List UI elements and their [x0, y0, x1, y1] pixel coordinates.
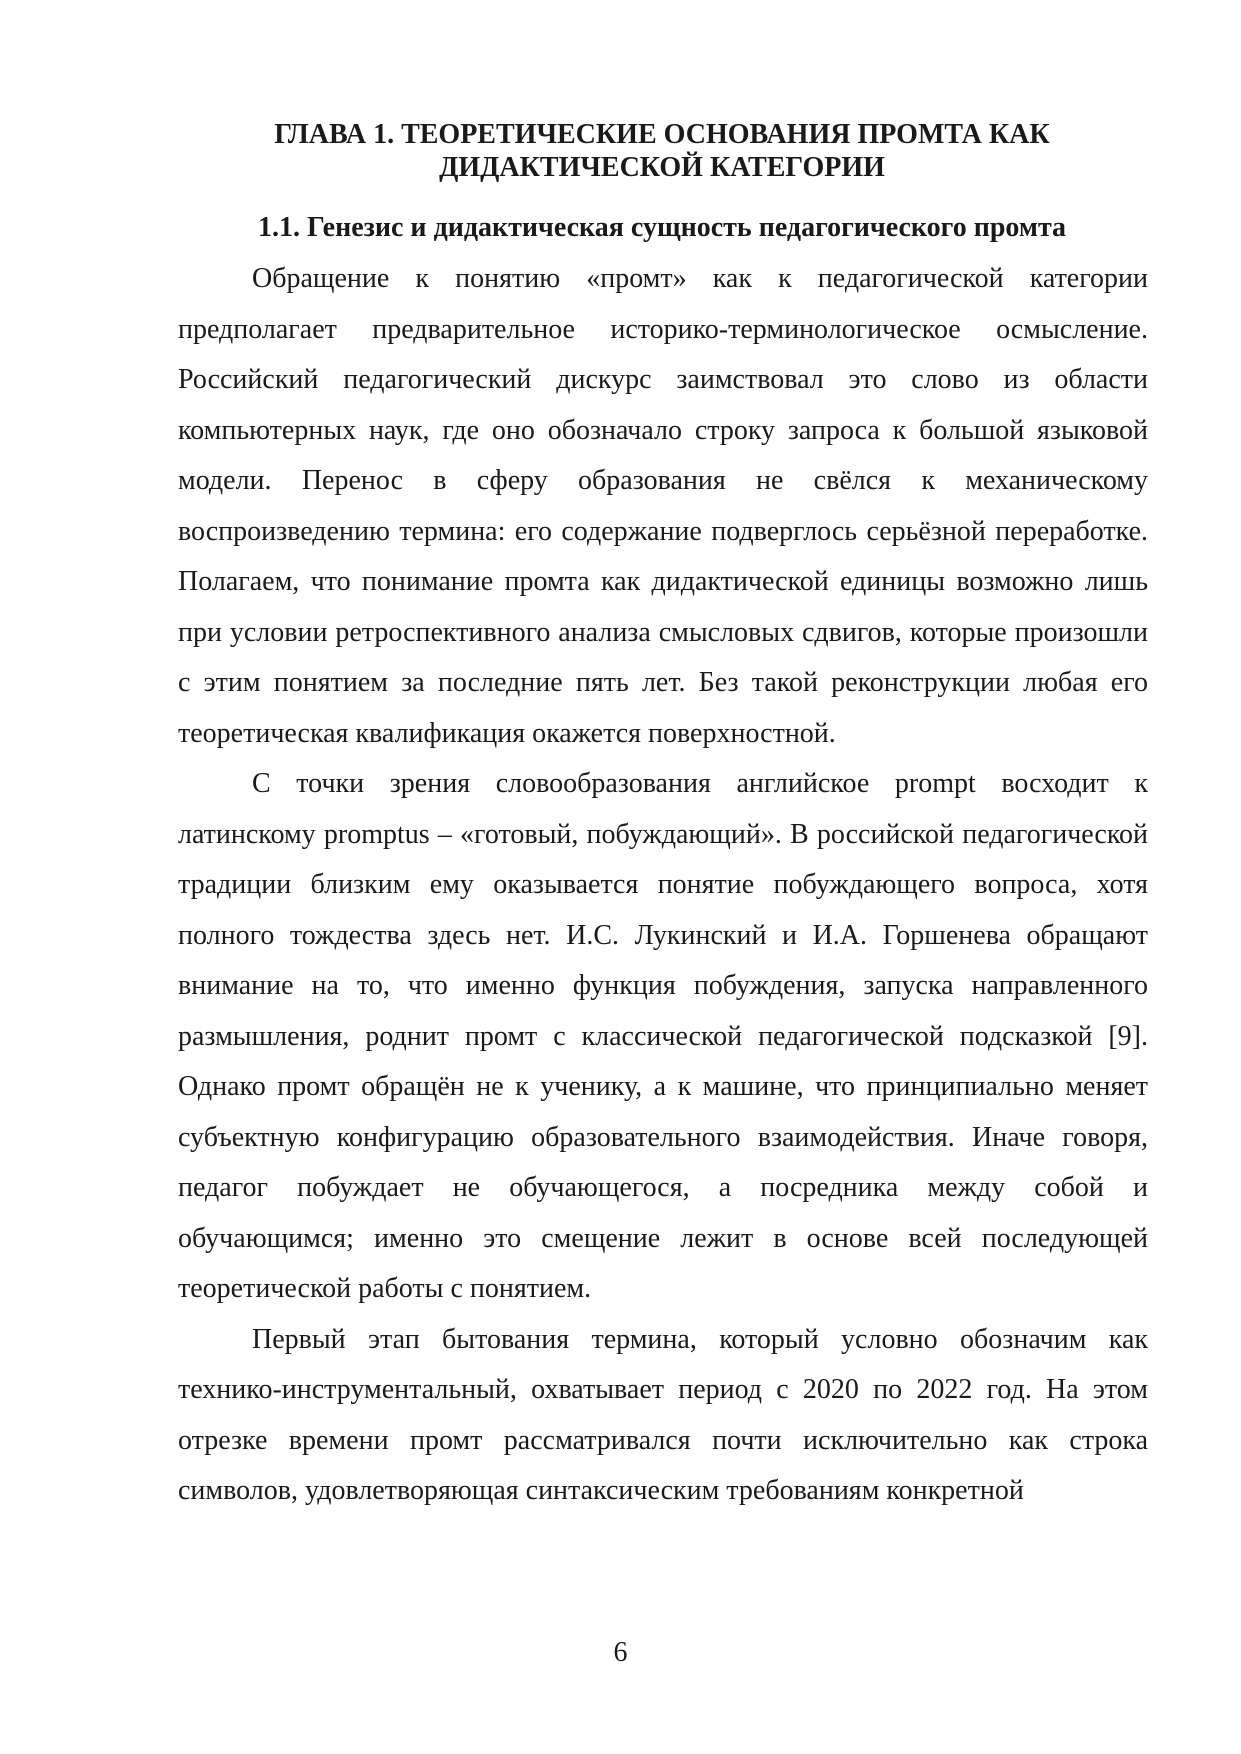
chapter-title-line-2: ДИДАКТИЧЕСКОЙ КАТЕГОРИИ — [439, 152, 885, 183]
page-number: 6 — [613, 1637, 628, 1668]
paragraph-3: Первый этап бытования термина, который условно обозначим как технико-инструментальный, охватывает период с 2020 по 2022 год. На этом отрезке времени промт рассматривался почти исключительно как строка символов, удовлетворяющая синтаксическим требованиям конкретной — [178, 1323, 1148, 1506]
paragraph-1: Обращение к понятию «промт» как к педагогической категории предполагает предварительное историко-терминологическое осмысление. Российский педагогический дискурс заимствовал это слово из области компьютерных наук, где оно обозначало строку запроса к большой языковой модели. Перенос в сферу образования не свёлся к механическому воспроизведению термина: его содержание подверглось серьёзной переработке. Полагаем, что понимание промта как дидактической единицы возможно лишь при условии ретроспективного анализа смысловых сдвигов, которые произошли с этим понятием за последние пять лет. Без такой реконструкции любая его теоретическая квалификация окажется поверхностной. — [178, 263, 1148, 749]
body-text — [178, 254, 1148, 1517]
chapter-title — [176, 118, 1148, 184]
paragraph-2: С точки зрения словообразования английское prompt восходит к латинскому promptus – «готовый, побуждающий». В российской педагогической традиции близким ему оказывается понятие побуждающего вопроса, хотя полного тождества здесь нет. И.С. Лукинский и И.А. Горшенева обращают внимание на то, что именно функция побуждения, запуска направленного размышления, роднит промт с классической педагогической подсказкой [9]. Однако промт обращён не к ученику, а к машине, что принципиально меняет субъектную конфигурацию образовательного взаимодействия. Иначе говоря, педагог побуждает не обучающегося, а посредника между собой и обучающимся; именно это смещение лежит в основе всей последующей теоретической работы с понятием. — [178, 768, 1148, 1304]
chapter-title-line-1: ГЛАВА 1. ТЕОРЕТИЧЕСКИЕ ОСНОВАНИЯ ПРОМТА КАК — [274, 119, 1050, 150]
section-title: 1.1. Генезис и дидактическая сущность педагогического промта — [257, 212, 1067, 243]
